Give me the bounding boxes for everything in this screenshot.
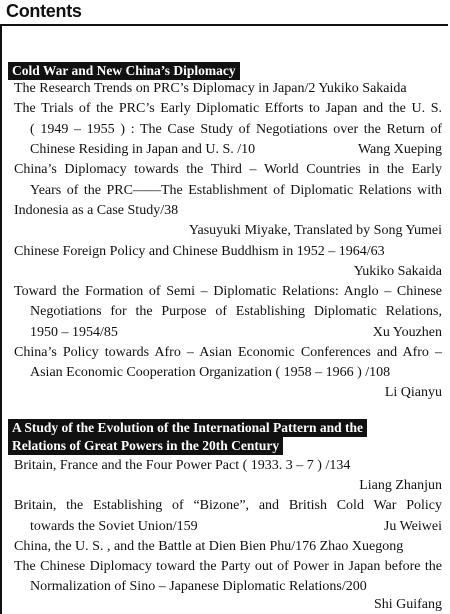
entry-author: Ju Weiwei bbox=[383, 519, 442, 534]
entry-author: Yukiko Sakaida bbox=[353, 264, 442, 279]
entry-line: Indonesia as a Case Study/38 bbox=[14, 203, 179, 218]
entry-line: The Chinese Diplomacy toward the Party out of Power in Japan before the bbox=[14, 559, 442, 574]
entry-line: Years of the PRC——The Establishment of Diplomatic Relations with bbox=[30, 183, 442, 198]
section-heading-international-pattern-cont: Relations of Great Powers in the 20th Century bbox=[8, 437, 283, 455]
entry-author: Liang Zhanjun bbox=[359, 478, 442, 493]
left-margin-rule bbox=[0, 24, 2, 614]
entry-author: Xu Youzhen bbox=[372, 325, 442, 340]
entry-line: China’s Diplomacy towards the Third – World Countries in the Early bbox=[14, 162, 442, 177]
section-heading-international-pattern: A Study of the Evolution of the International Pattern and the bbox=[8, 419, 367, 437]
entry-line: Chinese Residing in Japan and U. S. /10 bbox=[30, 142, 256, 157]
entry-line: Normalization of Sino – Japanese Diplomatic Relations/200 bbox=[30, 579, 367, 594]
entry-line: The Research Trends on PRC’s Diplomacy in Japan/2 Yukiko Sakaida bbox=[14, 81, 407, 96]
entry-line: Chinese Foreign Policy and Chinese Buddhism in 1952 – 1964/63 bbox=[14, 244, 385, 259]
entry-line: Asian Economic Cooperation Organization ( 1958 – 1966 ) /108 bbox=[30, 365, 391, 380]
entry-line: China’s Policy towards Afro – Asian Economic Conferences and Afro – bbox=[14, 345, 442, 360]
section-heading-cold-war: Cold War and New China’s Diplomacy bbox=[8, 62, 240, 80]
entry-line: ( 1949 – 1955 ) : The Case Study of Negotiations over the Return of bbox=[30, 122, 442, 137]
entry-line: towards the Soviet Union/159 bbox=[30, 519, 198, 534]
entry-author: Yasuyuki Miyake, Translated by Song Yumei bbox=[188, 223, 442, 238]
entry-author: Wang Xueping bbox=[357, 142, 442, 157]
entry-author: Shi Guifang bbox=[373, 597, 442, 612]
page-title: Contents bbox=[6, 1, 82, 21]
entry-line: Britain, France and the Four Power Pact ( 1933. 3 – 7 ) /134 bbox=[14, 458, 351, 473]
entry-line: China, the U. S. , and the Battle at Dien Bien Phu/176 Zhao Xuegong bbox=[14, 539, 404, 554]
entry-line: Negotiations for the Purpose of Establishing Diplomatic Relations, bbox=[30, 304, 442, 319]
entry-line: Britain, the Establishing of “Bizone”, and British Cold War Policy bbox=[14, 498, 442, 513]
entry-line: 1950 – 1954/85 bbox=[30, 325, 118, 340]
entry-line: The Trials of the PRC’s Early Diplomatic Efforts to Japan and the U. S. bbox=[14, 101, 442, 116]
title-rule bbox=[2, 24, 448, 26]
entry-line: Toward the Formation of Semi – Diplomatic Relations: Anglo – Chinese bbox=[14, 284, 442, 299]
entry-author: Li Qianyu bbox=[384, 385, 442, 400]
